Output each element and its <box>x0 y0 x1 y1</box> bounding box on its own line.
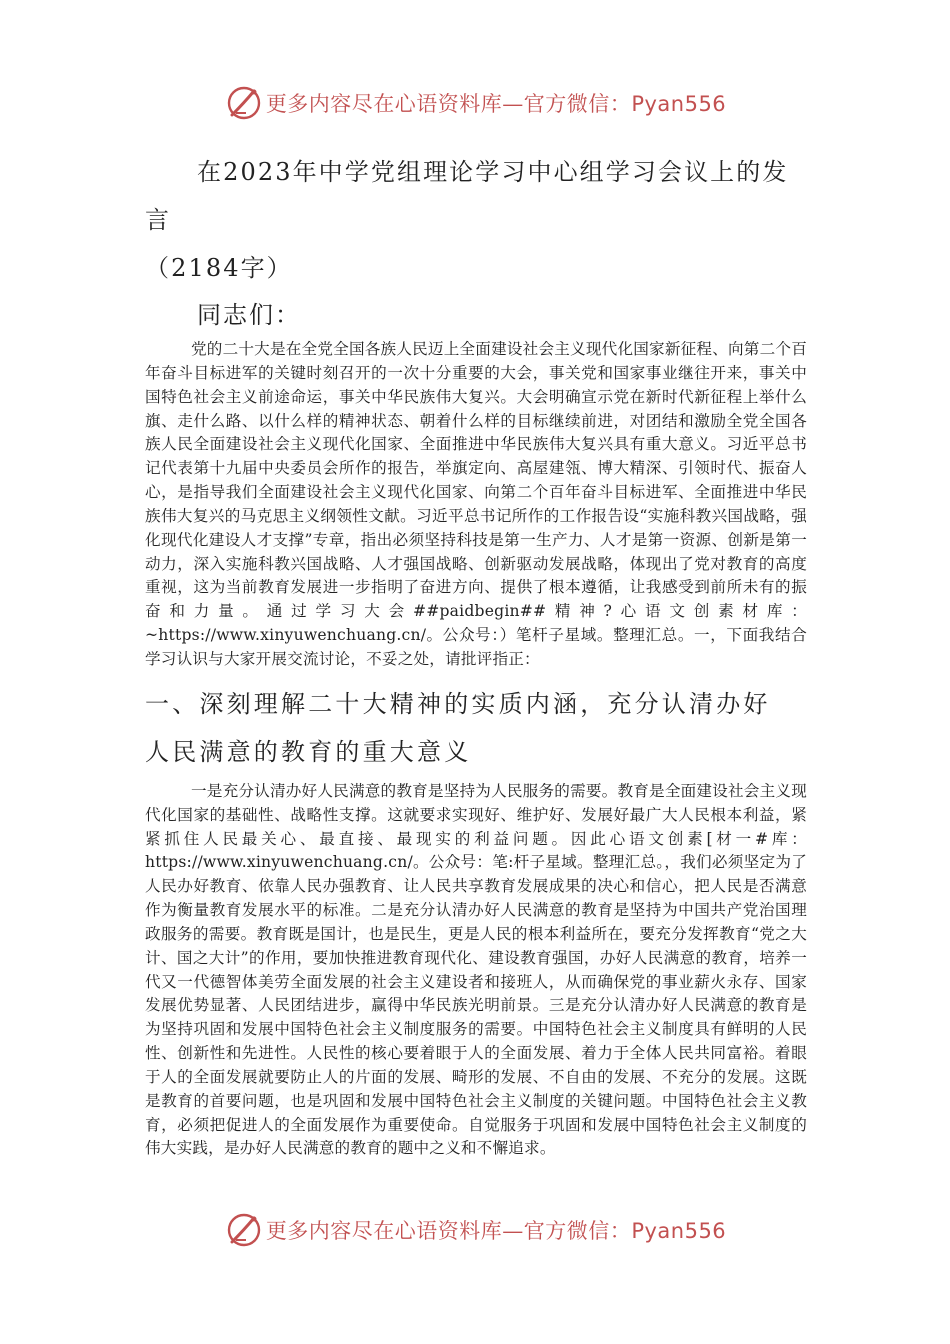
section-heading-1 <box>145 680 807 776</box>
watermark-signature: Pyan556 <box>631 92 727 116</box>
watermark-signature: Pyan556 <box>631 1219 727 1243</box>
header-watermark <box>0 80 950 126</box>
watermark-text: 更多内容尽在心语资料库—官方微信：Pyan556 <box>265 1219 727 1243</box>
paragraph-intro: 党的二十大是在全党全国各族人民迈上全面建设社会主义现代化国家新征程、向第二个百年奋斗目标进军的关键时刻召开的一次十分重要的大会，事关党和国家事业继往开来，事关中国特色社会主义前途命运，事关中华民族伟大复兴。大会明确宣示党在新时代新征程上举什么旗、走什么路、以什么样的精神状态、朝着什么样的目标继续前进，对团结和激励全党全国各族人民全面建设社会主义现代化国家、全面推进中华民族伟大复兴具有重大意义。习近平总书记代表第十九届中央委员会所作的报告，举旗定向、高屋建瓴、博大精深、引领时代、振奋人心，是指导我们全面建设社会主义现代化国家、向第二个百年奋斗目标进军、全面推进中华民族伟大复兴的马克思主义纲领性文献。习近平总书记所作的工作报告设“实施科教兴国战略，强化现代化建设人才支撑”专章，指出必须坚持科技是第一生产力、人才是第一资源、创新是第一动力，深入实施科教兴国战略、人才强国战略、创新驱动发展战略，体现出了党对教育的高度重视，这为当前教育发展进一步指明了奋进方向、提供了根本遵循，让我感受到前所未有的振奋和力量。通过学习大会##paidbegin##精神?心语文创素材库：~https://www.xinyuwenchuang.cn/。公众号：）笔杆子星域。整理汇总。一，下面我结合学习认识与大家开展交流讨论，不妥之处，请批评指正： <box>145 340 807 668</box>
document-title <box>145 148 807 292</box>
heading-line-2: 人民满意的教育的重大意义 <box>145 737 472 766</box>
footer-watermark <box>0 1207 950 1253</box>
heading-line-1: 一、深刻理解二十大精神的实质内涵，充分认清办好 <box>145 689 771 718</box>
document-body <box>145 148 807 1161</box>
pen-scroll-logo-icon <box>224 83 264 123</box>
watermark-text: 更多内容尽在心语资料库—官方微信：Pyan556 <box>265 92 727 116</box>
title-line-1: 在2023年中学党组理论学习中心组学习会议上的发言 <box>145 158 789 234</box>
greeting: 同志们： <box>197 301 301 329</box>
title-line-2: （2184字） <box>145 254 293 282</box>
pen-scroll-logo-icon <box>224 1210 264 1250</box>
paragraph-section-1: 一是充分认清办好人民满意的教育是坚持为人民服务的需要。教育是全面建设社会主义现代化国家的基础性、战略性支撑。这就要求实现好、维护好、发展好最广大人民根本利益，紧紧抓住人民最关心、最直接、最现实的利益问题。因此心语文创素[材一#库：https://www.xinyuwenchuang.cn/。公众号：笔:杆子星域。整理汇总。，我们必须坚定为了人民办好教育、依靠人民办强教育、让人民共享教育发展成果的决心和信心，把人民是否满意作为衡量教育发展水平的标准。二是充分认清办好人民满意的教育是坚持为中国共产党治国理政服务的需要。教育既是国计，也是民生，更是人民的根本利益所在，要充分发挥教育“党之大计、国之大计”的作用，要加快推进教育现代化、建设教育强国，办好人民满意的教育，培养一代又一代德智体美劳全面发展的社会主义建设者和接班人，从而确保党的事业薪火永存、国家发展优势显著、人民团结进步，赢得中华民族光明前景。三是充分认清办好人民满意的教育是为坚持巩固和发展中国特色社会主义制度服务的需要。中国特色社会主义制度具有鲜明的人民性、创新性和先进性。人民性的核心要着眼于人的全面发展、着力于全体人民共同富裕。着眼于人的全面发展就要防止人的片面的发展、畸形的发展、不自由的发展、不充分的发展。这既是教育的首要问题，也是巩固和发展中国特色社会主义制度的关键问题。中国特色社会主义教育，必须把促进人的全面发展作为重要使命。自觉服务于巩固和发展中国特色社会主义制度的伟大实践，是办好人民满意的教育的题中之义和不懈追求。 <box>145 781 807 1158</box>
